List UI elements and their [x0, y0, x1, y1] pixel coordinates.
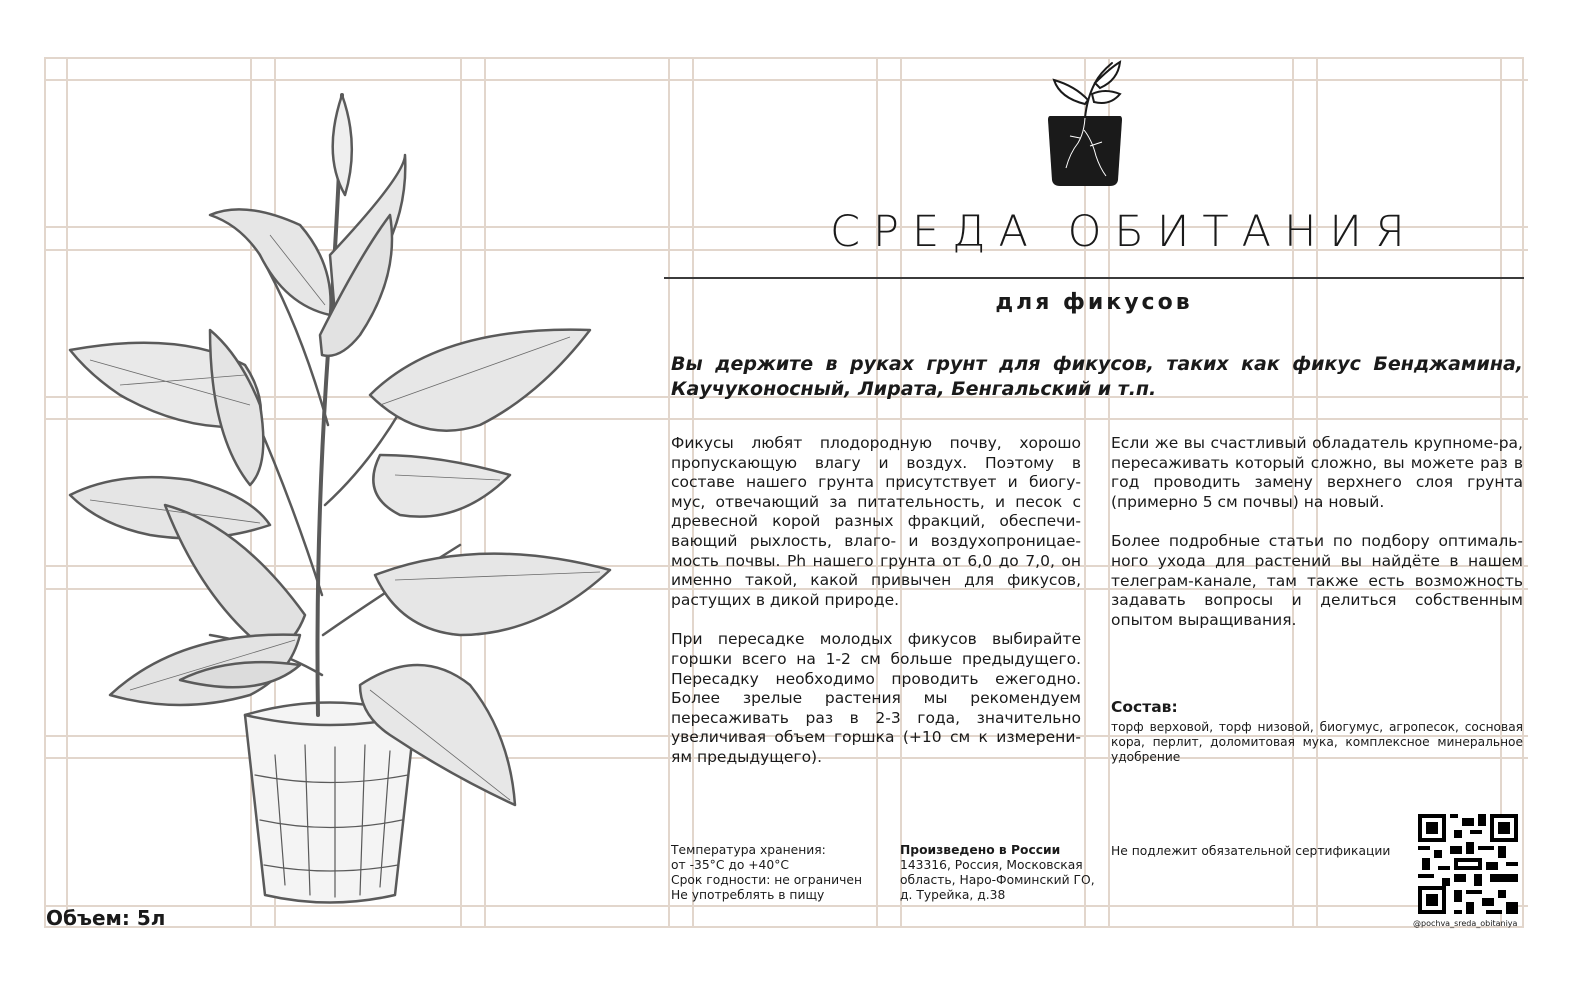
volume-label: Объем: 5л — [46, 906, 166, 930]
manufacturer-info — [900, 843, 1095, 903]
storage-line: Срок годности: не ограничен — [671, 873, 863, 887]
brand-title: СРЕДА ОБИТАНИЯ — [830, 207, 1418, 257]
storage-line: Не употреблять в пищу — [671, 888, 825, 902]
ficus-illustration — [60, 75, 630, 910]
telegram-handle: @pochva_sreda_obitaniya — [1413, 919, 1518, 928]
description-paragraph: Если же вы счастливый обладатель крупноме-ра, пересаживать который сложно, вы можете раз в год проводить замену верхнего слоя грунта (примерно 5 см почвы) на новый. — [1111, 434, 1523, 511]
manufacturer-address: 143316, Россия, Московская область, Наро-Фоминский ГО, д. Турейка, д.38 — [900, 858, 1095, 902]
storage-line: Температура хранения: — [671, 843, 826, 857]
product-subtitle: для фикусов — [995, 290, 1193, 315]
description-paragraph: Более подробные статьи по подбору оптималь-ного ухода для растений вы найдёте в нашем телеграм-канале, там также есть возможность задавать вопросы и делиться собственным опытом выращивания. — [1111, 532, 1523, 629]
certification-note: Не подлежит обязательной сертификации — [1111, 844, 1391, 858]
manufacturer-title: Произведено в России — [900, 843, 1061, 857]
description-left-column — [671, 434, 1081, 788]
storage-info — [671, 843, 891, 903]
sprout-in-pot-logo — [1040, 58, 1130, 190]
composition-text: торф верховой, торф низовой, биогумус, агропесок, сосновая кора, перлит, доломитовая мука, комплексное минеральное удобрение — [1111, 720, 1523, 764]
intro-text: Вы держите в руках грунт для фикусов, таких как фикус Бенджамина, Каучуконосный, Лирата, Бенгальский и т.п. — [671, 353, 1523, 400]
description-paragraph: При пересадке молодых фикусов выбирайте горшки всего на 1-2 см больше предыдущего. Пересадку необходимо проводить ежегодно. Более зрелые растения мы рекомендуем пересаживать раз в 2-3 года, значительно увеличивая объем горшка (+10 см к измерени-ям предыдущего). — [671, 630, 1081, 766]
qr-code-icon — [1418, 814, 1518, 914]
description-paragraph: Фикусы любят плодородную почву, хорошо пропускающую влагу и воздух. Поэтому в составе нашего грунта присутствует и биогу-мус, отвечающий за питательность, и песок с древесной корой разных фракций, обеспечи-вающий рыхлость, влаго- и воздухопроницае-мость почвы. Ph нашего грунта от 6,0 до 7,0, он именно такой, какой привычен для фикусов, растущих в дикой природе. — [671, 434, 1081, 609]
description-right-column — [1111, 434, 1523, 650]
composition-title: Состав: — [1111, 698, 1178, 716]
storage-line: от -35°С до +40°С — [671, 858, 789, 872]
title-divider — [664, 277, 1524, 279]
